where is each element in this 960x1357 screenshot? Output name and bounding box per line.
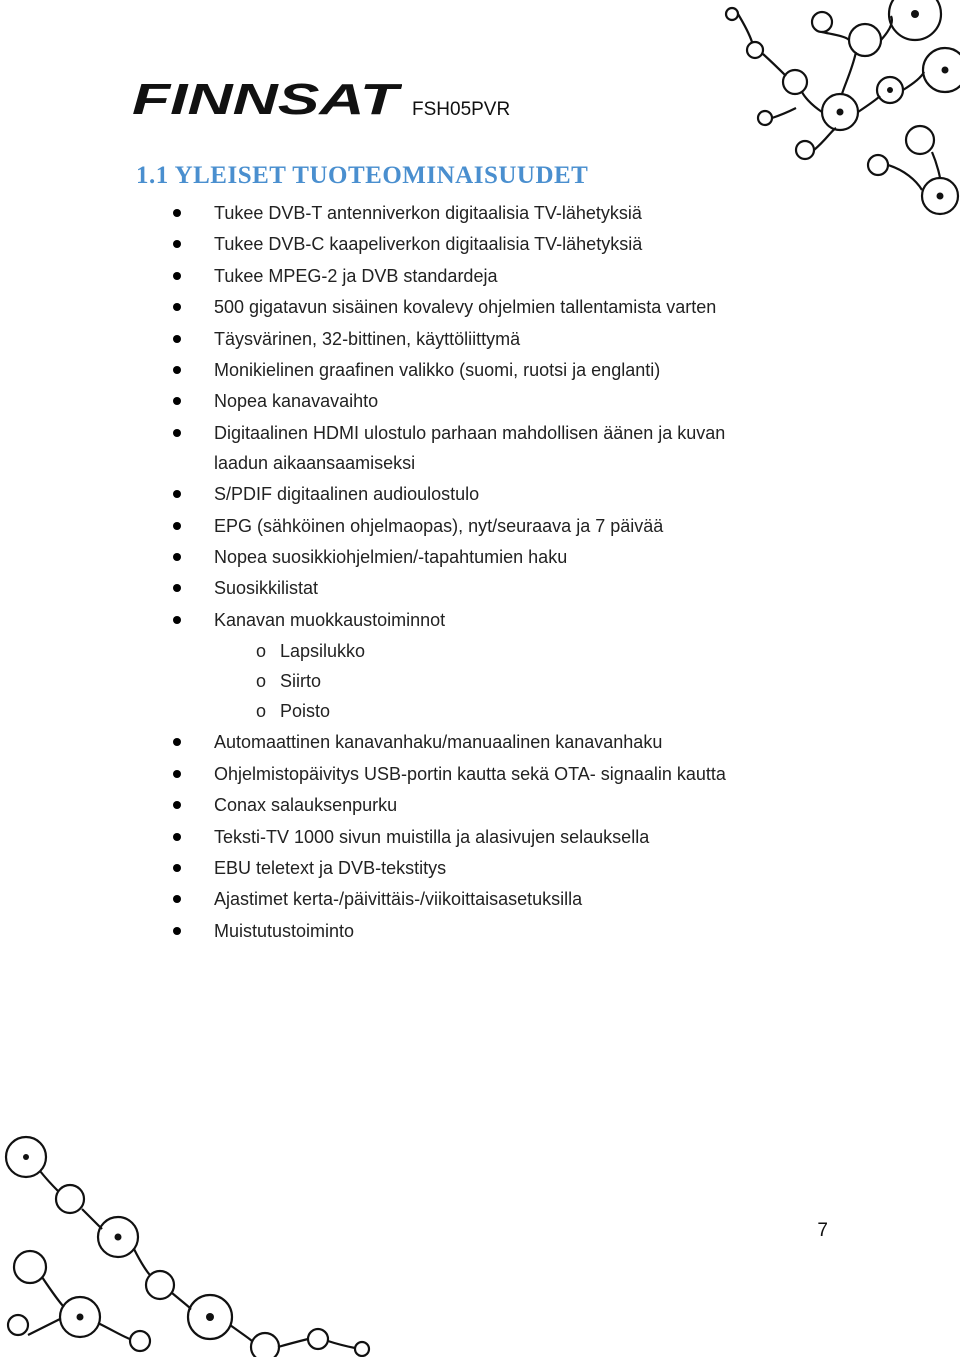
sub-list-item-text: Lapsilukko (280, 641, 366, 662)
list-item (214, 822, 834, 852)
list-item-text: S/PDIF digitaalinen audioulostulo (214, 484, 480, 505)
sub-list-marker: o (256, 671, 267, 692)
finnsat-logo (132, 78, 402, 120)
model-name: FSH05PVR (412, 99, 511, 120)
sub-list-marker: o (256, 701, 267, 722)
page-number: 7 (817, 1220, 828, 1241)
sub-list-item-text: Siirto (280, 671, 322, 692)
list-item-text: Teksti-TV 1000 sivun muistilla ja alasivujen selauksella (214, 826, 650, 847)
list-item (214, 542, 834, 572)
list-item-text: Muistutustoiminto (214, 920, 355, 941)
list-item-text: Tukee DVB-C kaapeliverkon digitaalisia TV-lähetyksiä (214, 234, 643, 255)
sub-list-item-text: Poisto (280, 701, 331, 722)
list-item-text: Conax salauksenpurku (214, 795, 398, 816)
sub-list-marker: o (256, 641, 267, 662)
list-item-text: Digitaalinen HDMI ulostulo parhaan mahdollisen äänen ja kuvan laadun aikaansaamiseksi (214, 422, 726, 473)
list-item (214, 759, 834, 789)
list-item-text: Ajastimet kerta-/päivittäis-/viikoittaisasetuksilla (214, 889, 583, 910)
list-item (214, 916, 834, 946)
list-item-text: Nopea suosikkiohjelmien/-tapahtumien haku (214, 546, 568, 567)
list-item (214, 884, 834, 914)
list-item (214, 261, 834, 291)
section-heading: 1.1 YLEISET TUOTEOMINAISUUDET (136, 162, 589, 189)
list-item-text: Kanavan muokkaustoiminnot (214, 609, 446, 630)
list-item (214, 386, 834, 416)
list-item (214, 853, 834, 883)
list-item-text: Suosikkilistat (214, 578, 319, 599)
list-item-text: EPG (sähköinen ohjelmaopas), nyt/seuraava ja 7 päivää (214, 515, 664, 536)
list-item (214, 479, 834, 509)
list-item-text: Ohjelmistopäivitys USB-portin kautta sekä OTA- signaalin kautta (214, 763, 726, 784)
list-item (214, 605, 834, 635)
list-item-text: Monikielinen graafinen valikko (suomi, ruotsi ja englanti) (214, 359, 661, 380)
list-item (214, 511, 834, 541)
sub-list-item (214, 696, 834, 726)
sub-list-item (214, 636, 834, 666)
list-item (214, 573, 834, 603)
list-item-text: EBU teletext ja DVB-tekstitys (214, 858, 447, 879)
sub-list-item (214, 666, 834, 696)
feature-list (214, 198, 834, 947)
list-item (214, 727, 834, 757)
list-item (214, 324, 834, 354)
list-item (214, 418, 784, 478)
list-item-text: Automaattinen kanavanhaku/manuaalinen kanavanhaku (214, 732, 663, 753)
list-item (214, 292, 834, 322)
list-item (214, 355, 834, 385)
list-item-text: Tukee MPEG-2 ja DVB standardeja (214, 265, 498, 286)
list-item-text: Täysvärinen, 32-bittinen, käyttöliittymä (214, 328, 521, 349)
list-item-text: Tukee DVB-T antenniverkon digitaalisia TV-lähetyksiä (214, 203, 642, 223)
list-item-text: 500 gigatavun sisäinen kovalevy ohjelmien tallentamista varten (214, 297, 717, 318)
decorative-bubbles-bottom (0, 1117, 400, 1357)
list-item (214, 790, 834, 820)
list-item-text: Nopea kanavavaihto (214, 391, 379, 412)
list-item (214, 198, 834, 228)
list-item (214, 229, 834, 259)
brand-wordmark: FINNSAT (132, 78, 402, 120)
